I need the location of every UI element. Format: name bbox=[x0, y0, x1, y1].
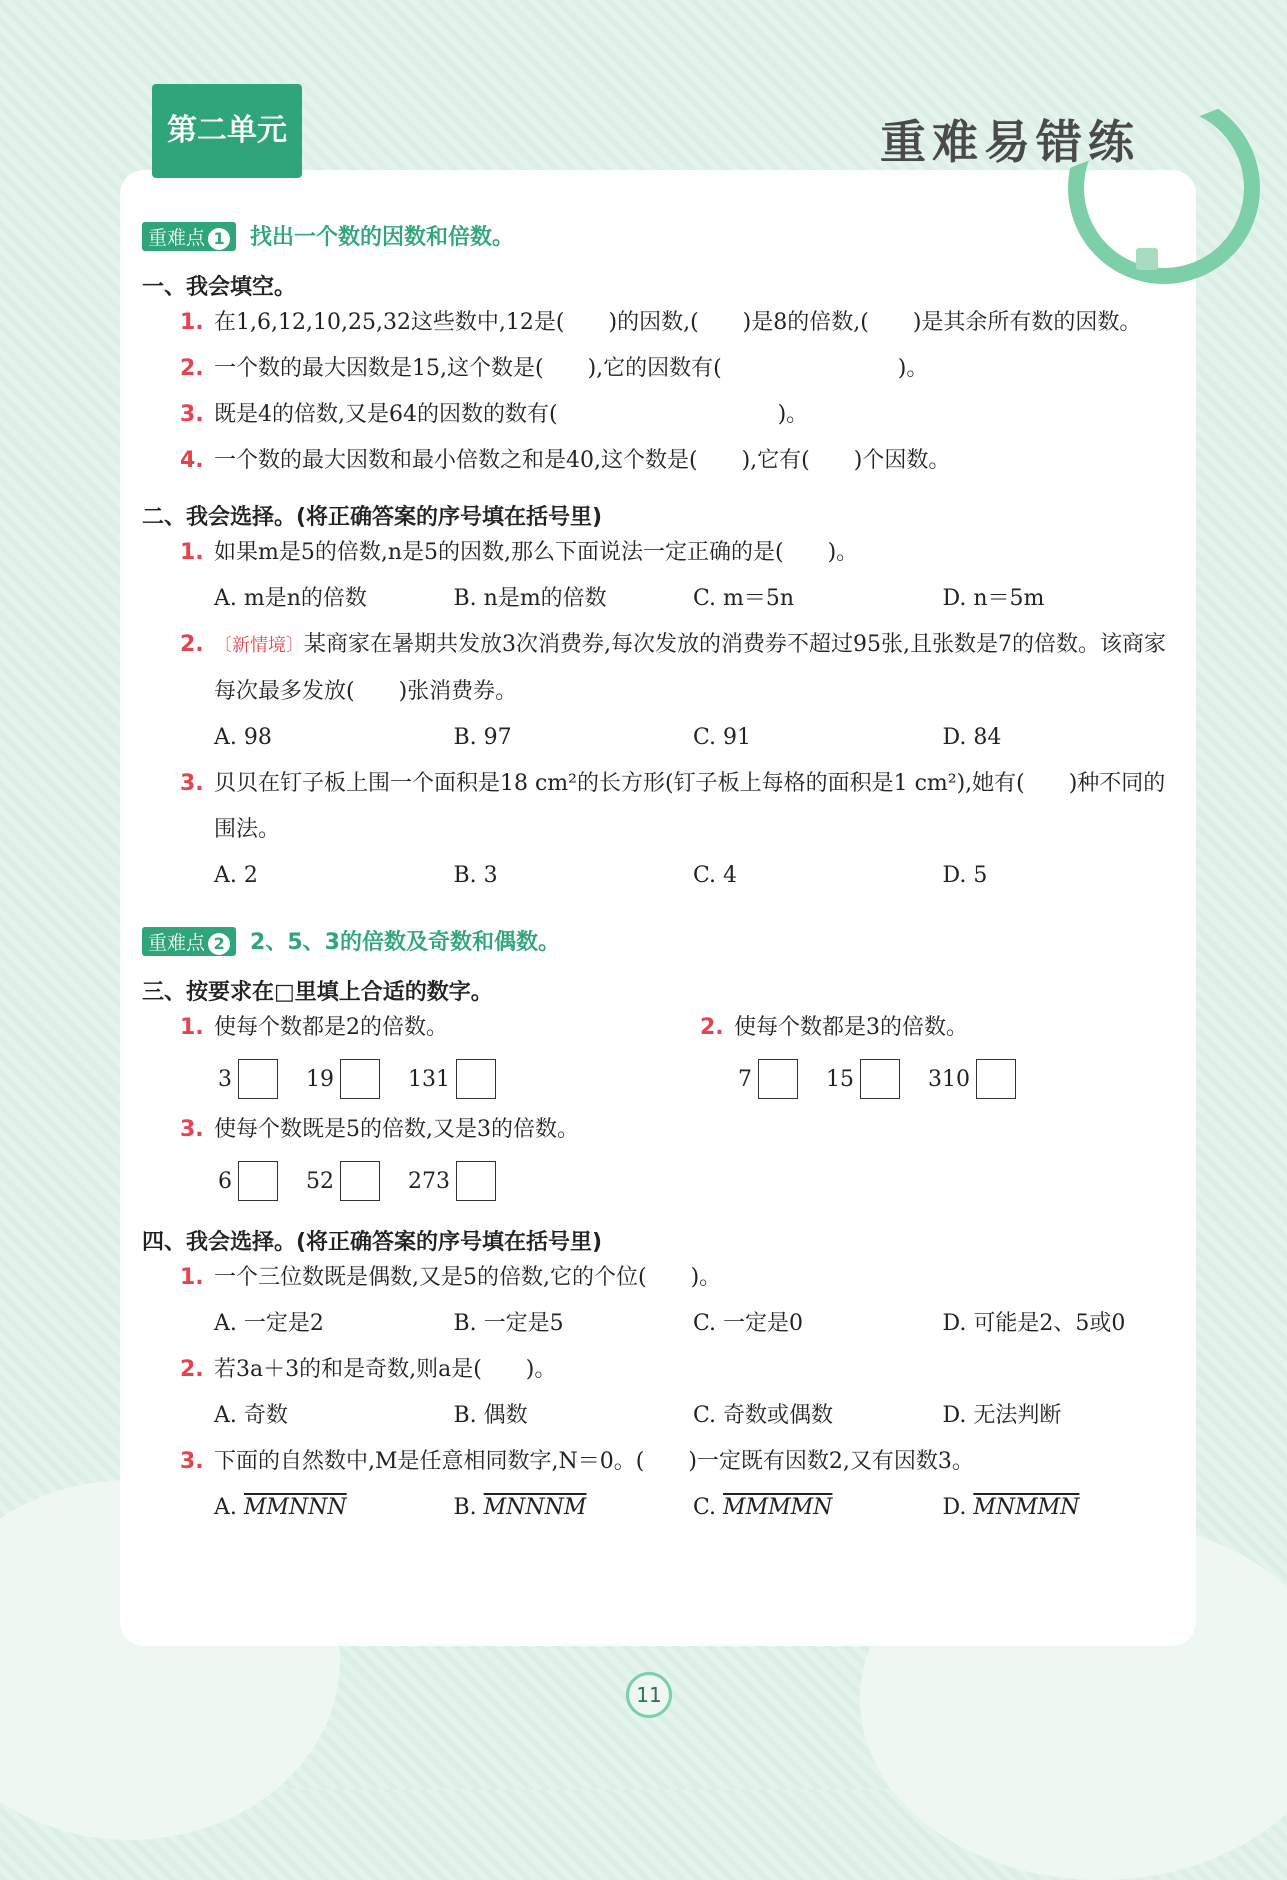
question: 1. 一个三位数既是偶数,又是5的倍数,它的个位( )。 bbox=[180, 1265, 722, 1290]
option[interactable]: D. 84 bbox=[942, 725, 1002, 750]
options bbox=[142, 576, 1182, 622]
option[interactable]: D. 5 bbox=[942, 863, 988, 888]
option[interactable]: A. 奇数 bbox=[214, 1403, 288, 1428]
question: 2. 一个数的最大因数是15,这个数是( ),它的因数有( )。 bbox=[180, 356, 929, 381]
options bbox=[142, 715, 1182, 761]
option[interactable]: B. MNNNM bbox=[453, 1495, 587, 1520]
option[interactable]: D. 可能是2、5或0 bbox=[942, 1311, 1126, 1336]
option[interactable]: A. 2 bbox=[214, 863, 258, 888]
fill-row: 3 19 131 bbox=[142, 1051, 662, 1107]
question: 2. 若3a＋3的和是奇数,则a是( )。 bbox=[180, 1357, 557, 1382]
question: 4. 一个数的最大因数和最小倍数之和是40,这个数是( ),它有( )个因数。 bbox=[180, 448, 951, 473]
section-title: 三、按要求在□里填上合适的数字。 bbox=[142, 980, 493, 1005]
option[interactable]: B. 3 bbox=[453, 863, 498, 888]
fill-box[interactable] bbox=[758, 1059, 798, 1099]
options bbox=[142, 853, 1182, 899]
fill-box[interactable] bbox=[976, 1059, 1016, 1099]
section-title: 一、我会填空。 bbox=[142, 275, 297, 300]
focus-text: 2、5、3的倍数及奇数和偶数。 bbox=[250, 930, 560, 955]
focus-point-1 bbox=[142, 220, 1182, 254]
unit-tab: 第二单元 bbox=[152, 84, 302, 178]
option[interactable]: A. m是n的倍数 bbox=[214, 586, 367, 611]
question: 1. 在1,6,12,10,25,32这些数中,12是( )的因数,( )是8的倍数,( )是其余所有数的因数。 bbox=[180, 310, 1142, 335]
question: 3. 既是4的倍数,又是64的因数的数有( )。 bbox=[180, 402, 809, 427]
focus-point-2 bbox=[142, 925, 1182, 959]
options bbox=[142, 1301, 1182, 1347]
option[interactable]: A. MMNNN bbox=[214, 1495, 347, 1520]
option[interactable]: D. n＝5m bbox=[942, 586, 1045, 611]
question: 3. 贝贝在钉子板上围一个面积是18 cm²的长方形(钉子板上每格的面积是1 cm²),她有( )种不同的围法。 bbox=[180, 771, 1166, 842]
option[interactable]: B. 一定是5 bbox=[453, 1311, 564, 1336]
focus-tag: 重难点 2 bbox=[142, 927, 236, 956]
option[interactable]: C. MMMMN bbox=[693, 1495, 833, 1520]
fill-box[interactable] bbox=[860, 1059, 900, 1099]
two-column bbox=[142, 1005, 1182, 1107]
option[interactable]: C. m＝5n bbox=[693, 586, 795, 611]
option[interactable]: D. MNMMN bbox=[942, 1495, 1080, 1520]
fill-box[interactable] bbox=[456, 1161, 496, 1201]
options bbox=[142, 1485, 1182, 1531]
question: 3. 使每个数既是5的倍数,又是3的倍数。 bbox=[180, 1117, 579, 1142]
new-scenario-tag: 〔新情境〕 bbox=[214, 635, 304, 656]
option[interactable]: A. 一定是2 bbox=[214, 1311, 324, 1336]
question: 3. 下面的自然数中,M是任意相同数字,N＝0。( )一定既有因数2,又有因数3。 bbox=[180, 1449, 974, 1474]
focus-text: 找出一个数的因数和倍数。 bbox=[250, 225, 515, 250]
page-number: 11 bbox=[626, 1672, 672, 1718]
fill-box[interactable] bbox=[456, 1059, 496, 1099]
section-title: 四、我会选择。(将正确答案的序号填在括号里) bbox=[142, 1230, 603, 1255]
fill-row: 7 15 310 bbox=[662, 1051, 1182, 1107]
option[interactable]: C. 91 bbox=[693, 725, 752, 750]
focus-tag: 重难点 1 bbox=[142, 222, 236, 251]
question: 1. 如果m是5的倍数,n是5的因数,那么下面说法一定正确的是( )。 bbox=[180, 540, 859, 565]
option[interactable]: D. 无法判断 bbox=[942, 1403, 1062, 1428]
exercise-content bbox=[142, 220, 1182, 1531]
option[interactable]: A. 98 bbox=[214, 725, 272, 750]
fill-box[interactable] bbox=[340, 1059, 380, 1099]
option[interactable]: B. 偶数 bbox=[453, 1403, 528, 1428]
option[interactable]: B. 97 bbox=[453, 725, 512, 750]
section-title: 二、我会选择。(将正确答案的序号填在括号里) bbox=[142, 505, 603, 530]
fill-row: 6 52 273 bbox=[142, 1153, 1182, 1209]
question: 2. 使每个数都是3的倍数。 bbox=[700, 1015, 968, 1040]
fill-box[interactable] bbox=[340, 1161, 380, 1201]
fill-box[interactable] bbox=[238, 1059, 278, 1099]
option[interactable]: C. 4 bbox=[693, 863, 738, 888]
option[interactable]: B. n是m的倍数 bbox=[453, 586, 607, 611]
option[interactable]: C. 一定是0 bbox=[693, 1311, 804, 1336]
option[interactable]: C. 奇数或偶数 bbox=[693, 1403, 834, 1428]
question: 1. 使每个数都是2的倍数。 bbox=[180, 1015, 448, 1040]
options bbox=[142, 1393, 1182, 1439]
question: 2. 〔新情境〕某商家在暑期共发放3次消费券,每次发放的消费券不超过95张,且张数是7的倍数。该商家每次最多发放( )张消费券。 bbox=[180, 632, 1166, 704]
page-title: 重难易错练 bbox=[880, 115, 1140, 169]
fill-box[interactable] bbox=[238, 1161, 278, 1201]
